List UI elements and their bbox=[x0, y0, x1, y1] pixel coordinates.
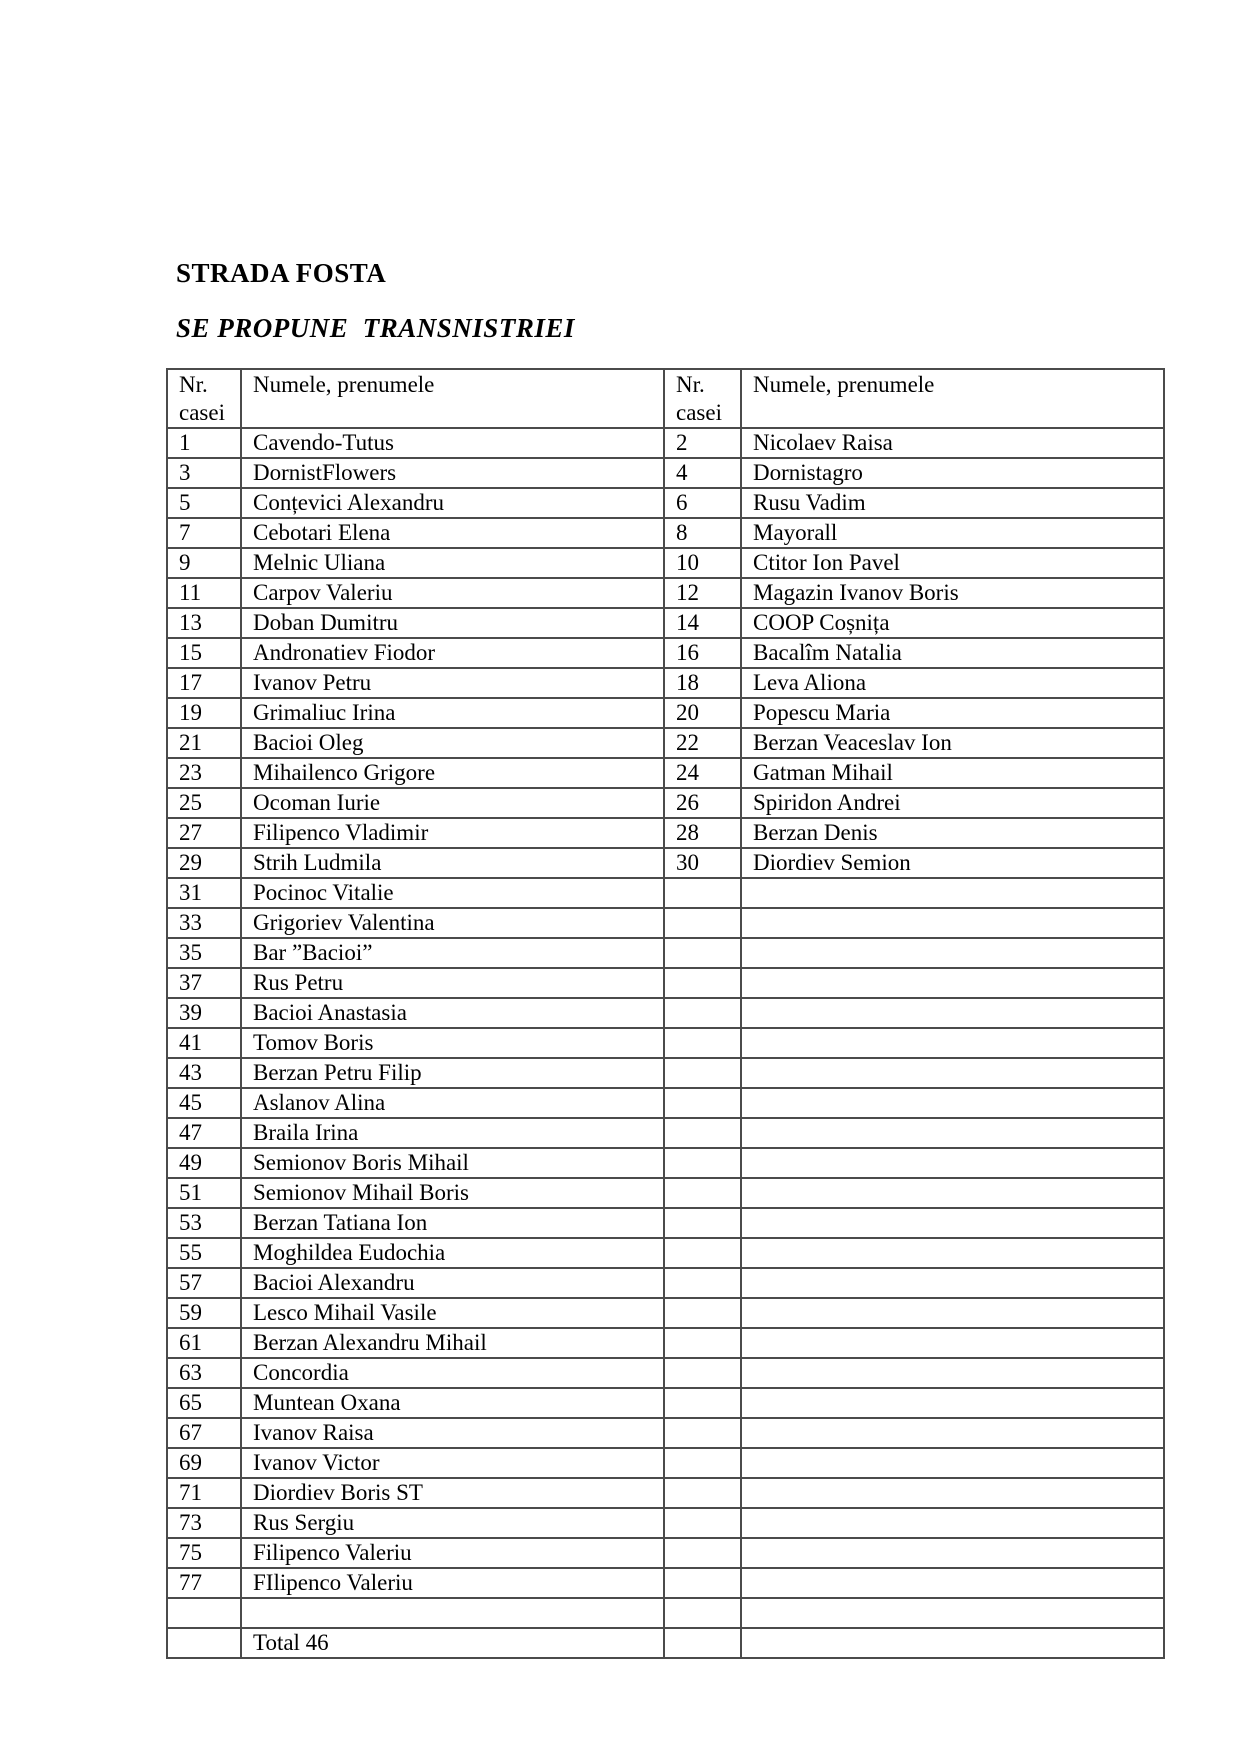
house-number-cell: 13 bbox=[167, 608, 241, 638]
house-number-cell bbox=[664, 1508, 741, 1538]
name-cell: Ivanov Raisa bbox=[241, 1418, 664, 1448]
house-number-cell: 20 bbox=[664, 698, 741, 728]
house-number-cell: 55 bbox=[167, 1238, 241, 1268]
name-cell: Berzan Alexandru Mihail bbox=[241, 1328, 664, 1358]
name-cell: FIlipenco Valeriu bbox=[241, 1568, 664, 1598]
name-cell: Berzan Petru Filip bbox=[241, 1058, 664, 1088]
table-row bbox=[167, 1028, 1164, 1058]
house-number-cell bbox=[664, 908, 741, 938]
house-number-cell: 67 bbox=[167, 1418, 241, 1448]
table-row bbox=[167, 518, 1164, 548]
name-cell: Grigoriev Valentina bbox=[241, 908, 664, 938]
house-number-cell bbox=[664, 1028, 741, 1058]
name-cell bbox=[741, 908, 1164, 938]
table-row bbox=[167, 458, 1164, 488]
table-row bbox=[167, 1538, 1164, 1568]
name-cell bbox=[741, 1148, 1164, 1178]
house-number-cell: 75 bbox=[167, 1538, 241, 1568]
table-row bbox=[167, 878, 1164, 908]
house-number-cell: 4 bbox=[664, 458, 741, 488]
name-cell bbox=[741, 1358, 1164, 1388]
house-number-cell: 45 bbox=[167, 1088, 241, 1118]
table-row bbox=[167, 1598, 1164, 1628]
name-cell: Spiridon Andrei bbox=[741, 788, 1164, 818]
table-row bbox=[167, 1628, 1164, 1658]
table-row bbox=[167, 1238, 1164, 1268]
name-cell: Mayorall bbox=[741, 518, 1164, 548]
header-house-number-right bbox=[664, 369, 741, 428]
house-number-cell bbox=[664, 1118, 741, 1148]
house-number-cell bbox=[664, 1328, 741, 1358]
name-cell: Concordia bbox=[241, 1358, 664, 1388]
name-cell: Total 46 bbox=[241, 1628, 664, 1658]
name-cell: Mihailenco Grigore bbox=[241, 758, 664, 788]
house-number-cell: 24 bbox=[664, 758, 741, 788]
house-number-cell: 3 bbox=[167, 458, 241, 488]
house-number-cell: 37 bbox=[167, 968, 241, 998]
table-row bbox=[167, 728, 1164, 758]
table-row bbox=[167, 1508, 1164, 1538]
name-cell bbox=[741, 1238, 1164, 1268]
house-number-cell bbox=[664, 1358, 741, 1388]
name-cell: Rus Petru bbox=[241, 968, 664, 998]
house-number-cell: 14 bbox=[664, 608, 741, 638]
house-number-cell: 17 bbox=[167, 668, 241, 698]
house-number-cell: 26 bbox=[664, 788, 741, 818]
name-cell: Semionov Boris Mihail bbox=[241, 1148, 664, 1178]
name-cell: Ocoman Iurie bbox=[241, 788, 664, 818]
house-number-cell: 73 bbox=[167, 1508, 241, 1538]
table-row bbox=[167, 1118, 1164, 1148]
house-number-cell: 69 bbox=[167, 1448, 241, 1478]
name-cell bbox=[741, 998, 1164, 1028]
name-cell bbox=[741, 1538, 1164, 1568]
table-row bbox=[167, 818, 1164, 848]
name-cell bbox=[741, 1268, 1164, 1298]
house-number-cell bbox=[664, 998, 741, 1028]
house-number-cell bbox=[664, 1388, 741, 1418]
name-cell bbox=[741, 1478, 1164, 1508]
name-cell bbox=[741, 1028, 1164, 1058]
table-row bbox=[167, 908, 1164, 938]
name-cell: Carpov Valeriu bbox=[241, 578, 664, 608]
name-cell bbox=[741, 1448, 1164, 1478]
header-nr-line2: casei bbox=[676, 400, 722, 425]
name-cell bbox=[741, 1208, 1164, 1238]
house-number-cell: 9 bbox=[167, 548, 241, 578]
house-number-cell: 10 bbox=[664, 548, 741, 578]
house-number-cell: 41 bbox=[167, 1028, 241, 1058]
house-number-cell: 51 bbox=[167, 1178, 241, 1208]
name-cell: Bacioi Alexandru bbox=[241, 1268, 664, 1298]
house-number-cell: 33 bbox=[167, 908, 241, 938]
house-number-cell bbox=[664, 1208, 741, 1238]
table-row bbox=[167, 968, 1164, 998]
name-cell: Rusu Vadim bbox=[741, 488, 1164, 518]
name-cell: Leva Aliona bbox=[741, 668, 1164, 698]
name-cell: Andronatiev Fiodor bbox=[241, 638, 664, 668]
house-number-cell: 12 bbox=[664, 578, 741, 608]
header-name-right bbox=[741, 369, 1164, 428]
name-cell: Ivanov Victor bbox=[241, 1448, 664, 1478]
house-number-cell: 31 bbox=[167, 878, 241, 908]
table-row bbox=[167, 1448, 1164, 1478]
table-row bbox=[167, 1478, 1164, 1508]
name-cell: Popescu Maria bbox=[741, 698, 1164, 728]
house-number-cell bbox=[664, 1598, 741, 1628]
table-row bbox=[167, 1148, 1164, 1178]
table-body bbox=[167, 428, 1164, 1658]
name-cell: Doban Dumitru bbox=[241, 608, 664, 638]
house-number-cell bbox=[664, 1478, 741, 1508]
name-cell bbox=[741, 1418, 1164, 1448]
name-cell bbox=[741, 1328, 1164, 1358]
table-row bbox=[167, 1568, 1164, 1598]
name-cell bbox=[741, 1178, 1164, 1208]
house-number-cell: 65 bbox=[167, 1388, 241, 1418]
table-row bbox=[167, 758, 1164, 788]
house-number-cell bbox=[664, 1568, 741, 1598]
name-cell: Aslanov Alina bbox=[241, 1088, 664, 1118]
name-cell bbox=[741, 878, 1164, 908]
house-number-cell: 16 bbox=[664, 638, 741, 668]
name-cell: Pocinoc Vitalie bbox=[241, 878, 664, 908]
name-cell bbox=[741, 1388, 1164, 1418]
table-row bbox=[167, 1358, 1164, 1388]
house-number-cell: 15 bbox=[167, 638, 241, 668]
name-cell: Muntean Oxana bbox=[241, 1388, 664, 1418]
name-cell: DornistFlowers bbox=[241, 458, 664, 488]
name-cell bbox=[741, 1508, 1164, 1538]
table-row bbox=[167, 548, 1164, 578]
name-cell: Tomov Boris bbox=[241, 1028, 664, 1058]
house-number-cell bbox=[664, 968, 741, 998]
header-name-left bbox=[241, 369, 664, 428]
name-cell: Filipenco Valeriu bbox=[241, 1538, 664, 1568]
house-number-cell: 1 bbox=[167, 428, 241, 458]
table-row bbox=[167, 1418, 1164, 1448]
house-number-cell: 25 bbox=[167, 788, 241, 818]
table-row bbox=[167, 1388, 1164, 1418]
name-cell: Ivanov Petru bbox=[241, 668, 664, 698]
house-number-cell: 8 bbox=[664, 518, 741, 548]
table-row bbox=[167, 848, 1164, 878]
name-cell: Bacioi Oleg bbox=[241, 728, 664, 758]
name-cell: Bar ”Bacioi” bbox=[241, 938, 664, 968]
name-cell: Strih Ludmila bbox=[241, 848, 664, 878]
name-cell bbox=[741, 1058, 1164, 1088]
house-number-cell: 77 bbox=[167, 1568, 241, 1598]
house-number-cell: 47 bbox=[167, 1118, 241, 1148]
name-cell: Berzan Veaceslav Ion bbox=[741, 728, 1164, 758]
table-row bbox=[167, 578, 1164, 608]
name-cell: Melnic Uliana bbox=[241, 548, 664, 578]
page-subtitle: SE PROPUNE TRANSNISTRIEI bbox=[176, 313, 575, 343]
table-row bbox=[167, 938, 1164, 968]
name-cell bbox=[741, 1598, 1164, 1628]
house-number-cell bbox=[664, 1148, 741, 1178]
name-cell bbox=[741, 1298, 1164, 1328]
table-row bbox=[167, 1058, 1164, 1088]
house-number-cell: 57 bbox=[167, 1268, 241, 1298]
name-cell: Berzan Tatiana Ion bbox=[241, 1208, 664, 1238]
name-cell: Ctitor Ion Pavel bbox=[741, 548, 1164, 578]
house-number-cell: 22 bbox=[664, 728, 741, 758]
name-cell bbox=[741, 968, 1164, 998]
name-cell: Rus Sergiu bbox=[241, 1508, 664, 1538]
page-title: STRADA FOSTA bbox=[176, 258, 387, 288]
house-number-cell bbox=[664, 1538, 741, 1568]
name-cell: Moghildea Eudochia bbox=[241, 1238, 664, 1268]
house-number-cell bbox=[664, 1178, 741, 1208]
header-nr-line2: casei bbox=[179, 400, 225, 425]
house-number-cell bbox=[664, 878, 741, 908]
house-number-cell bbox=[664, 1628, 741, 1658]
table-row bbox=[167, 698, 1164, 728]
house-number-cell bbox=[167, 1598, 241, 1628]
house-number-cell bbox=[664, 1418, 741, 1448]
name-cell: Filipenco Vladimir bbox=[241, 818, 664, 848]
house-number-cell: 49 bbox=[167, 1148, 241, 1178]
name-cell: COOP Coșnița bbox=[741, 608, 1164, 638]
house-number-cell: 61 bbox=[167, 1328, 241, 1358]
name-cell: Conțevici Alexandru bbox=[241, 488, 664, 518]
table-row bbox=[167, 1088, 1164, 1118]
house-number-cell: 30 bbox=[664, 848, 741, 878]
name-cell: Cebotari Elena bbox=[241, 518, 664, 548]
name-cell: Gatman Mihail bbox=[741, 758, 1164, 788]
table-row bbox=[167, 608, 1164, 638]
table-row bbox=[167, 1208, 1164, 1238]
table-row bbox=[167, 428, 1164, 458]
table-row bbox=[167, 1268, 1164, 1298]
house-number-cell: 29 bbox=[167, 848, 241, 878]
house-number-cell bbox=[664, 1058, 741, 1088]
table-row bbox=[167, 998, 1164, 1028]
name-cell: Berzan Denis bbox=[741, 818, 1164, 848]
name-cell bbox=[241, 1598, 664, 1628]
house-number-cell: 63 bbox=[167, 1358, 241, 1388]
house-number-cell: 27 bbox=[167, 818, 241, 848]
table-row bbox=[167, 788, 1164, 818]
house-number-cell bbox=[167, 1628, 241, 1658]
name-cell bbox=[741, 938, 1164, 968]
house-number-cell: 59 bbox=[167, 1298, 241, 1328]
house-number-cell: 11 bbox=[167, 578, 241, 608]
name-cell: Magazin Ivanov Boris bbox=[741, 578, 1164, 608]
house-number-cell: 19 bbox=[167, 698, 241, 728]
house-number-cell bbox=[664, 1238, 741, 1268]
table-row bbox=[167, 1298, 1164, 1328]
house-number-cell: 28 bbox=[664, 818, 741, 848]
table-row bbox=[167, 638, 1164, 668]
name-cell: Dornistagro bbox=[741, 458, 1164, 488]
house-number-cell: 23 bbox=[167, 758, 241, 788]
table-row bbox=[167, 1328, 1164, 1358]
house-number-cell: 6 bbox=[664, 488, 741, 518]
name-cell bbox=[741, 1118, 1164, 1148]
house-number-cell: 43 bbox=[167, 1058, 241, 1088]
house-number-cell: 18 bbox=[664, 668, 741, 698]
name-cell: Grimaliuc Irina bbox=[241, 698, 664, 728]
name-cell bbox=[741, 1568, 1164, 1598]
house-number-cell bbox=[664, 1088, 741, 1118]
house-number-cell bbox=[664, 1448, 741, 1478]
house-number-cell bbox=[664, 1268, 741, 1298]
table-row bbox=[167, 1178, 1164, 1208]
name-cell: Nicolaev Raisa bbox=[741, 428, 1164, 458]
header-nr-line1: Nr. bbox=[676, 372, 705, 397]
house-number-cell: 53 bbox=[167, 1208, 241, 1238]
name-cell: Braila Irina bbox=[241, 1118, 664, 1148]
house-number-cell: 39 bbox=[167, 998, 241, 1028]
name-cell: Lesco Mihail Vasile bbox=[241, 1298, 664, 1328]
house-number-cell: 35 bbox=[167, 938, 241, 968]
name-cell: Bacalîm Natalia bbox=[741, 638, 1164, 668]
name-cell bbox=[741, 1628, 1164, 1658]
table-header-row bbox=[167, 369, 1164, 428]
name-cell: Cavendo-Tutus bbox=[241, 428, 664, 458]
header-nr-line1: Nr. bbox=[179, 372, 208, 397]
house-number-cell bbox=[664, 938, 741, 968]
house-number-cell: 21 bbox=[167, 728, 241, 758]
name-cell: Bacioi Anastasia bbox=[241, 998, 664, 1028]
header-name-label: Numele, prenumele bbox=[253, 372, 435, 397]
name-cell: Semionov Mihail Boris bbox=[241, 1178, 664, 1208]
header-name-label: Numele, prenumele bbox=[753, 372, 935, 397]
house-number-cell: 5 bbox=[167, 488, 241, 518]
name-cell: Diordiev Boris ST bbox=[241, 1478, 664, 1508]
house-number-cell: 71 bbox=[167, 1478, 241, 1508]
house-number-cell bbox=[664, 1298, 741, 1328]
house-number-cell: 2 bbox=[664, 428, 741, 458]
table-row bbox=[167, 488, 1164, 518]
name-cell bbox=[741, 1088, 1164, 1118]
house-number-cell: 7 bbox=[167, 518, 241, 548]
header-house-number-left bbox=[167, 369, 241, 428]
street-roster-table bbox=[166, 368, 1165, 1659]
name-cell: Diordiev Semion bbox=[741, 848, 1164, 878]
table-row bbox=[167, 668, 1164, 698]
